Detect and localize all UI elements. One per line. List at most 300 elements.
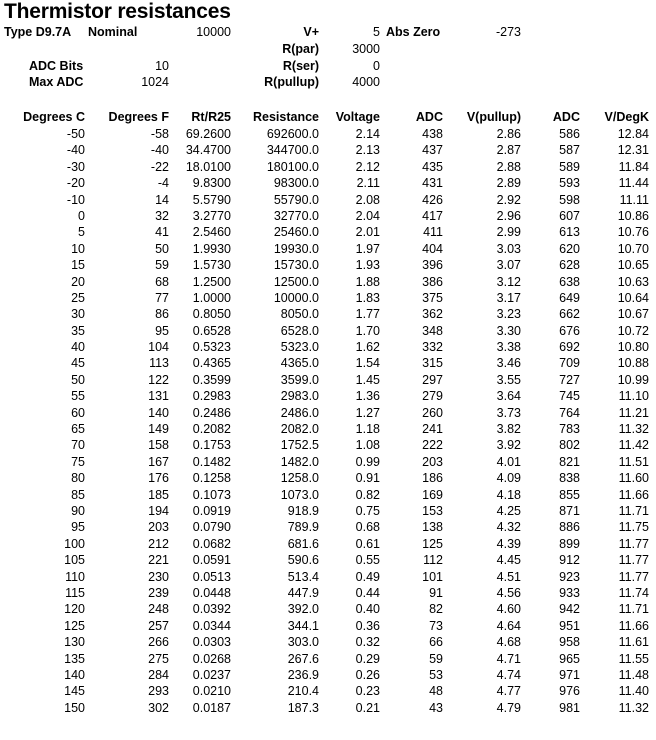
cell-adc-pullup: 965 bbox=[559, 651, 580, 666]
cell-rt-r25: 0.0448 bbox=[192, 585, 231, 600]
cell-degrees-c: 50 bbox=[71, 372, 85, 387]
cell-rt-r25: 0.0392 bbox=[192, 602, 231, 617]
cell-resistance: 25460.0 bbox=[273, 225, 319, 240]
cell-vpullup: 2.86 bbox=[496, 127, 521, 141]
cell-v-degk: 10.99 bbox=[617, 372, 649, 387]
cell-resistance: 2983.0 bbox=[280, 389, 319, 404]
table-row bbox=[0, 356, 656, 372]
cell-resistance: 180100.0 bbox=[266, 159, 319, 174]
table-row bbox=[0, 406, 656, 422]
cell-adc: 186 bbox=[422, 471, 443, 486]
rpullup-value: 4000 bbox=[352, 75, 380, 89]
cell-voltage: 1.27 bbox=[355, 405, 380, 420]
cell-degrees-c: 80 bbox=[71, 471, 85, 486]
cell-resistance: 789.9 bbox=[287, 520, 319, 535]
cell-vpullup: 4.39 bbox=[496, 536, 521, 551]
cell-degrees-c: 110 bbox=[65, 569, 85, 584]
cell-voltage: 1.08 bbox=[355, 438, 380, 453]
cell-vpullup: 4.51 bbox=[496, 569, 521, 584]
col-header-voltage: Voltage bbox=[335, 110, 380, 124]
cell-v-degk: 11.66 bbox=[618, 487, 649, 502]
cell-adc-pullup: 933 bbox=[559, 585, 580, 600]
col-header-degrees-f: Degrees F bbox=[108, 110, 169, 124]
cell-degrees-c: -20 bbox=[66, 176, 85, 191]
cell-adc: 101 bbox=[422, 569, 443, 584]
cell-degrees-f: 104 bbox=[148, 340, 169, 355]
cell-vpullup: 3.30 bbox=[496, 323, 521, 338]
cell-resistance: 6528.0 bbox=[280, 323, 319, 338]
cell-adc: 73 bbox=[429, 618, 443, 633]
adcbits-value: 10 bbox=[155, 59, 169, 73]
cell-degrees-f: 284 bbox=[148, 667, 169, 682]
cell-degrees-c: 45 bbox=[71, 356, 85, 371]
table-row bbox=[0, 258, 656, 274]
cell-adc-pullup: 976 bbox=[559, 684, 580, 699]
cell-v-degk: 10.65 bbox=[617, 258, 649, 273]
table-row bbox=[0, 602, 656, 618]
table-row bbox=[0, 307, 656, 323]
table-row bbox=[0, 537, 656, 553]
cell-degrees-c: 55 bbox=[71, 389, 85, 404]
cell-adc-pullup: 745 bbox=[559, 389, 580, 404]
cell-adc: 297 bbox=[422, 372, 443, 387]
cell-v-degk: 11.60 bbox=[618, 471, 649, 486]
cell-adc: 91 bbox=[429, 585, 443, 600]
cell-v-degk: 11.75 bbox=[618, 520, 649, 535]
cell-degrees-f: 113 bbox=[149, 356, 169, 371]
cell-rt-r25: 34.4700 bbox=[185, 143, 231, 158]
cell-adc: 437 bbox=[422, 143, 443, 158]
cell-adc: 438 bbox=[422, 127, 443, 141]
cell-rt-r25: 5.5790 bbox=[192, 192, 231, 207]
table-row bbox=[0, 635, 656, 651]
cell-vpullup: 3.46 bbox=[496, 356, 521, 371]
cell-vpullup: 4.71 bbox=[496, 651, 521, 666]
maxadc-label: Max ADC bbox=[29, 75, 84, 89]
cell-rt-r25: 0.0591 bbox=[192, 553, 231, 568]
cell-resistance: 1482.0 bbox=[280, 454, 319, 469]
cell-degrees-f: 293 bbox=[148, 684, 169, 699]
cell-adc-pullup: 727 bbox=[559, 372, 580, 387]
cell-resistance: 8050.0 bbox=[280, 307, 319, 322]
cell-degrees-c: 20 bbox=[71, 274, 85, 289]
cell-v-degk: 11.44 bbox=[618, 176, 649, 191]
cell-adc: 48 bbox=[429, 684, 443, 699]
cell-resistance: 2486.0 bbox=[280, 405, 319, 420]
cell-vpullup: 4.68 bbox=[496, 635, 521, 650]
cell-v-degk: 10.76 bbox=[617, 225, 649, 240]
cell-rt-r25: 0.0919 bbox=[192, 503, 231, 518]
cell-resistance: 98300.0 bbox=[273, 176, 319, 191]
cell-resistance: 692600.0 bbox=[266, 127, 319, 141]
cell-voltage: 0.36 bbox=[355, 618, 380, 633]
cell-rt-r25: 0.3599 bbox=[192, 372, 231, 387]
vplus-label: V+ bbox=[303, 25, 319, 39]
cell-degrees-c: 35 bbox=[71, 323, 85, 338]
cell-degrees-c: 130 bbox=[64, 635, 85, 650]
cell-v-degk: 11.66 bbox=[618, 618, 649, 633]
cell-rt-r25: 0.0513 bbox=[192, 569, 231, 584]
maxadc-value: 1024 bbox=[141, 75, 169, 89]
cell-rt-r25: 0.0268 bbox=[192, 651, 231, 666]
cell-resistance: 1073.0 bbox=[280, 487, 319, 502]
cell-v-degk: 12.84 bbox=[617, 127, 649, 141]
cell-adc: 203 bbox=[422, 454, 443, 469]
cell-resistance: 32770.0 bbox=[273, 208, 319, 223]
cell-vpullup: 3.07 bbox=[496, 258, 521, 273]
table-row bbox=[0, 340, 656, 356]
cell-voltage: 2.01 bbox=[355, 225, 380, 240]
cell-degrees-f: 122 bbox=[148, 372, 169, 387]
cell-vpullup: 3.73 bbox=[496, 405, 521, 420]
cell-degrees-c: 70 bbox=[71, 438, 85, 453]
cell-degrees-f: -4 bbox=[157, 176, 169, 191]
cell-resistance: 513.4 bbox=[287, 569, 319, 584]
cell-rt-r25: 0.0237 bbox=[192, 667, 231, 682]
cell-degrees-f: 95 bbox=[155, 323, 169, 338]
cell-vpullup: 4.25 bbox=[496, 503, 521, 518]
cell-adc: 315 bbox=[422, 356, 443, 371]
cell-degrees-c: 115 bbox=[65, 585, 85, 600]
table-row bbox=[0, 242, 656, 258]
cell-voltage: 1.54 bbox=[355, 356, 380, 371]
cell-adc-pullup: 981 bbox=[559, 700, 580, 715]
cell-degrees-c: 65 bbox=[71, 422, 85, 437]
table-row bbox=[0, 668, 656, 684]
cell-adc-pullup: 838 bbox=[559, 471, 580, 486]
cell-adc: 59 bbox=[429, 651, 443, 666]
cell-degrees-f: -58 bbox=[150, 127, 169, 141]
table-row bbox=[0, 373, 656, 389]
cell-degrees-f: 257 bbox=[148, 618, 169, 633]
cell-degrees-f: 50 bbox=[155, 241, 169, 256]
table-row bbox=[0, 504, 656, 520]
cell-vpullup: 2.88 bbox=[496, 159, 521, 174]
cell-resistance: 3599.0 bbox=[280, 372, 319, 387]
cell-v-degk: 11.71 bbox=[618, 602, 649, 617]
cell-vpullup: 2.89 bbox=[496, 176, 521, 191]
cell-degrees-c: -40 bbox=[66, 143, 85, 158]
table-row bbox=[0, 193, 656, 209]
cell-adc-pullup: 589 bbox=[559, 159, 580, 174]
cell-v-degk: 11.84 bbox=[618, 159, 649, 174]
cell-voltage: 0.29 bbox=[355, 651, 380, 666]
cell-vpullup: 4.79 bbox=[496, 700, 521, 715]
cell-degrees-c: 120 bbox=[64, 602, 85, 617]
cell-degrees-f: 140 bbox=[148, 405, 169, 420]
cell-degrees-c: 85 bbox=[71, 487, 85, 502]
cell-degrees-c: 140 bbox=[64, 667, 85, 682]
cell-degrees-f: 14 bbox=[155, 192, 169, 207]
cell-v-degk: 11.71 bbox=[618, 503, 649, 518]
cell-degrees-f: 32 bbox=[155, 208, 169, 223]
cell-voltage: 0.23 bbox=[355, 684, 380, 699]
cell-adc: 404 bbox=[422, 241, 443, 256]
abszero-label: Abs Zero bbox=[386, 25, 441, 39]
cell-adc-pullup: 912 bbox=[559, 553, 580, 568]
cell-adc-pullup: 593 bbox=[559, 176, 580, 191]
cell-vpullup: 4.01 bbox=[496, 454, 521, 469]
cell-adc-pullup: 598 bbox=[559, 192, 580, 207]
cell-degrees-c: 150 bbox=[64, 700, 85, 715]
cell-rt-r25: 0.1258 bbox=[192, 471, 231, 486]
cell-adc-pullup: 958 bbox=[559, 635, 580, 650]
cell-vpullup: 4.60 bbox=[496, 602, 521, 617]
cell-adc: 279 bbox=[422, 389, 443, 404]
cell-degrees-c: -30 bbox=[66, 159, 85, 174]
cell-voltage: 2.13 bbox=[355, 143, 380, 158]
cell-adc-pullup: 692 bbox=[559, 340, 580, 355]
table-row bbox=[0, 143, 656, 159]
cell-adc: 332 bbox=[422, 340, 443, 355]
cell-v-degk: 10.80 bbox=[617, 340, 649, 355]
cell-v-degk: 11.11 bbox=[619, 192, 649, 207]
cell-voltage: 0.75 bbox=[355, 503, 380, 518]
cell-degrees-c: 95 bbox=[71, 520, 85, 535]
cell-voltage: 2.14 bbox=[355, 127, 380, 141]
cell-degrees-f: 131 bbox=[148, 389, 169, 404]
col-header-degrees-c: Degrees C bbox=[23, 110, 85, 124]
cell-vpullup: 3.12 bbox=[496, 274, 521, 289]
cell-vpullup: 4.74 bbox=[496, 667, 521, 682]
rpullup-label: R(pullup) bbox=[264, 75, 319, 89]
cell-voltage: 0.68 bbox=[355, 520, 380, 535]
cell-degrees-c: 75 bbox=[71, 454, 85, 469]
cell-rt-r25: 9.8300 bbox=[192, 176, 231, 191]
cell-v-degk: 10.63 bbox=[617, 274, 649, 289]
col-header-v-degk: V/DegK bbox=[604, 110, 649, 124]
cell-adc-pullup: 951 bbox=[559, 618, 580, 633]
col-header-adc-pullup: ADC bbox=[552, 110, 580, 124]
nominal-value: 10000 bbox=[196, 25, 231, 39]
cell-adc-pullup: 662 bbox=[559, 307, 580, 322]
cell-rt-r25: 0.1753 bbox=[192, 438, 231, 453]
cell-vpullup: 2.92 bbox=[496, 192, 521, 207]
cell-degrees-c: 105 bbox=[64, 553, 85, 568]
cell-resistance: 344.1 bbox=[287, 618, 319, 633]
cell-degrees-f: 59 bbox=[155, 258, 169, 273]
cell-degrees-c: 5 bbox=[78, 225, 85, 240]
cell-rt-r25: 1.0000 bbox=[192, 290, 231, 305]
cell-resistance: 681.6 bbox=[287, 536, 319, 551]
cell-v-degk: 11.61 bbox=[618, 635, 649, 650]
cell-adc: 375 bbox=[422, 290, 443, 305]
cell-degrees-f: 266 bbox=[148, 635, 169, 650]
cell-voltage: 0.82 bbox=[355, 487, 380, 502]
cell-adc: 43 bbox=[429, 700, 443, 715]
cell-voltage: 0.21 bbox=[355, 700, 380, 715]
cell-rt-r25: 0.0682 bbox=[192, 536, 231, 551]
cell-degrees-f: 176 bbox=[148, 471, 169, 486]
cell-resistance: 392.0 bbox=[287, 602, 319, 617]
cell-v-degk: 11.77 bbox=[618, 553, 649, 568]
cell-adc-pullup: 676 bbox=[559, 323, 580, 338]
cell-degrees-c: 40 bbox=[71, 340, 85, 355]
table-row bbox=[0, 389, 656, 405]
cell-rt-r25: 0.8050 bbox=[192, 307, 231, 322]
cell-vpullup: 4.56 bbox=[496, 585, 521, 600]
cell-degrees-c: -10 bbox=[66, 192, 85, 207]
table-row bbox=[0, 586, 656, 602]
cell-v-degk: 11.55 bbox=[618, 651, 649, 666]
rpar-value: 3000 bbox=[352, 42, 380, 56]
cell-resistance: 4365.0 bbox=[280, 356, 319, 371]
cell-rt-r25: 1.5730 bbox=[192, 258, 231, 273]
cell-degrees-f: 212 bbox=[148, 536, 169, 551]
cell-degrees-c: 90 bbox=[71, 503, 85, 518]
table-row bbox=[0, 225, 656, 241]
cell-rt-r25: 3.2770 bbox=[192, 208, 231, 223]
cell-vpullup: 4.18 bbox=[496, 487, 521, 502]
cell-resistance: 10000.0 bbox=[273, 290, 319, 305]
cell-degrees-f: 68 bbox=[155, 274, 169, 289]
cell-voltage: 0.40 bbox=[355, 602, 380, 617]
cell-resistance: 1258.0 bbox=[280, 471, 319, 486]
cell-degrees-f: 149 bbox=[148, 422, 169, 437]
cell-resistance: 303.0 bbox=[287, 635, 319, 650]
cell-rt-r25: 0.0210 bbox=[192, 684, 231, 699]
cell-degrees-f: -22 bbox=[150, 159, 169, 174]
cell-rt-r25: 0.0344 bbox=[192, 618, 231, 633]
page-title: Thermistor resistances bbox=[4, 0, 231, 23]
rpar-label: R(par) bbox=[282, 42, 319, 56]
cell-rt-r25: 0.4365 bbox=[192, 356, 231, 371]
data-table bbox=[0, 127, 656, 717]
cell-degrees-c: 145 bbox=[64, 684, 85, 699]
cell-rt-r25: 0.1482 bbox=[192, 454, 231, 469]
table-row bbox=[0, 701, 656, 717]
cell-degrees-f: 239 bbox=[148, 585, 169, 600]
cell-v-degk: 11.40 bbox=[618, 684, 649, 699]
cell-adc-pullup: 649 bbox=[559, 290, 580, 305]
cell-resistance: 210.4 bbox=[287, 684, 319, 699]
cell-adc: 241 bbox=[422, 422, 443, 437]
cell-adc-pullup: 709 bbox=[559, 356, 580, 371]
cell-degrees-f: 194 bbox=[148, 503, 169, 518]
cell-degrees-c: 135 bbox=[64, 651, 85, 666]
cell-degrees-f: 167 bbox=[148, 454, 169, 469]
cell-resistance: 236.9 bbox=[287, 667, 319, 682]
cell-vpullup: 2.99 bbox=[496, 225, 521, 240]
cell-degrees-c: 60 bbox=[71, 405, 85, 420]
cell-degrees-f: 203 bbox=[148, 520, 169, 535]
cell-degrees-c: -50 bbox=[66, 127, 85, 141]
cell-voltage: 2.08 bbox=[355, 192, 380, 207]
cell-degrees-f: -40 bbox=[150, 143, 169, 158]
cell-adc-pullup: 942 bbox=[559, 602, 580, 617]
cell-degrees-f: 221 bbox=[148, 553, 169, 568]
cell-v-degk: 10.88 bbox=[617, 356, 649, 371]
cell-adc: 260 bbox=[422, 405, 443, 420]
cell-vpullup: 4.64 bbox=[496, 618, 521, 633]
cell-rt-r25: 2.5460 bbox=[192, 225, 231, 240]
cell-resistance: 1752.5 bbox=[280, 438, 319, 453]
cell-adc: 396 bbox=[422, 258, 443, 273]
cell-adc-pullup: 586 bbox=[559, 127, 580, 141]
cell-vpullup: 3.17 bbox=[496, 290, 521, 305]
cell-adc: 386 bbox=[422, 274, 443, 289]
cell-resistance: 344700.0 bbox=[266, 143, 319, 158]
cell-v-degk: 10.70 bbox=[617, 241, 649, 256]
table-row bbox=[0, 553, 656, 569]
cell-voltage: 2.12 bbox=[355, 159, 380, 174]
cell-degrees-f: 275 bbox=[148, 651, 169, 666]
cell-degrees-f: 185 bbox=[148, 487, 169, 502]
cell-resistance: 12500.0 bbox=[273, 274, 319, 289]
abszero-value: -273 bbox=[495, 25, 521, 39]
cell-adc: 411 bbox=[423, 225, 443, 240]
cell-voltage: 1.97 bbox=[355, 241, 380, 256]
cell-vpullup: 4.45 bbox=[496, 553, 521, 568]
cell-vpullup: 3.64 bbox=[496, 389, 521, 404]
cell-resistance: 918.9 bbox=[287, 503, 319, 518]
cell-adc-pullup: 899 bbox=[559, 536, 580, 551]
cell-adc-pullup: 783 bbox=[559, 422, 580, 437]
cell-adc-pullup: 802 bbox=[559, 438, 580, 453]
cell-rt-r25: 0.5323 bbox=[192, 340, 231, 355]
cell-resistance: 590.6 bbox=[287, 553, 319, 568]
cell-rt-r25: 18.0100 bbox=[185, 159, 231, 174]
cell-v-degk: 11.21 bbox=[618, 405, 649, 420]
cell-v-degk: 11.10 bbox=[618, 389, 649, 404]
cell-voltage: 0.49 bbox=[355, 569, 380, 584]
cell-degrees-f: 302 bbox=[148, 700, 169, 715]
cell-voltage: 0.32 bbox=[355, 635, 380, 650]
cell-degrees-f: 248 bbox=[148, 602, 169, 617]
cell-voltage: 1.93 bbox=[355, 258, 380, 273]
cell-v-degk: 11.77 bbox=[618, 569, 649, 584]
col-header-vpullup: V(pullup) bbox=[466, 110, 521, 124]
cell-voltage: 1.18 bbox=[355, 422, 380, 437]
table-row bbox=[0, 127, 656, 143]
cell-adc: 112 bbox=[423, 553, 443, 568]
cell-resistance: 55790.0 bbox=[273, 192, 319, 207]
cell-voltage: 0.91 bbox=[355, 471, 380, 486]
cell-vpullup: 3.82 bbox=[496, 422, 521, 437]
cell-degrees-c: 100 bbox=[64, 536, 85, 551]
cell-adc-pullup: 587 bbox=[559, 143, 580, 158]
cell-vpullup: 4.32 bbox=[496, 520, 521, 535]
table-row bbox=[0, 471, 656, 487]
cell-rt-r25: 0.0303 bbox=[192, 635, 231, 650]
cell-degrees-c: 10 bbox=[71, 241, 85, 256]
cell-adc-pullup: 871 bbox=[559, 503, 580, 518]
cell-degrees-c: 25 bbox=[71, 290, 85, 305]
cell-voltage: 2.04 bbox=[355, 208, 380, 223]
cell-rt-r25: 0.6528 bbox=[192, 323, 231, 338]
cell-v-degk: 10.86 bbox=[617, 208, 649, 223]
cell-adc-pullup: 923 bbox=[559, 569, 580, 584]
cell-resistance: 5323.0 bbox=[280, 340, 319, 355]
col-header-resistance: Resistance bbox=[252, 110, 319, 124]
cell-resistance: 187.3 bbox=[287, 700, 319, 715]
cell-rt-r25: 0.2486 bbox=[192, 405, 231, 420]
cell-resistance: 19930.0 bbox=[273, 241, 319, 256]
cell-voltage: 0.26 bbox=[355, 667, 380, 682]
cell-resistance: 2082.0 bbox=[280, 422, 319, 437]
cell-rt-r25: 0.0187 bbox=[192, 700, 231, 715]
cell-rt-r25: 0.0790 bbox=[192, 520, 231, 535]
cell-v-degk: 11.51 bbox=[618, 454, 649, 469]
cell-vpullup: 3.23 bbox=[496, 307, 521, 322]
cell-rt-r25: 0.2983 bbox=[192, 389, 231, 404]
cell-adc-pullup: 628 bbox=[559, 258, 580, 273]
cell-vpullup: 4.77 bbox=[496, 684, 521, 699]
cell-adc-pullup: 638 bbox=[559, 274, 580, 289]
cell-v-degk: 11.42 bbox=[618, 438, 649, 453]
adcbits-label: ADC Bits bbox=[29, 59, 84, 73]
cell-adc-pullup: 821 bbox=[559, 454, 580, 469]
